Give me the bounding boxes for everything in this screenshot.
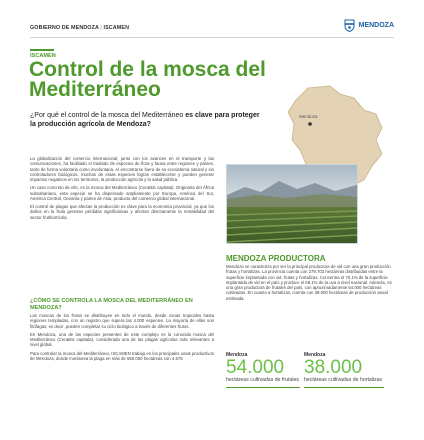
page-title: Control de la mosca del Mediterráneo <box>29 58 266 101</box>
logo-text: MENDOZA <box>358 22 394 29</box>
map-city-marker <box>308 122 312 126</box>
header-divider <box>30 37 394 38</box>
intro-text <box>30 156 214 223</box>
production-text: Mendoza se caracteriza por ser la principal productora de vid con una gran producción frutas y hortalizas. La provincia cuenta con 279.703 hectáreas distribuidas entre la superficie implantada con vid, frutas y hortalizas. Concentra el 70,1% de la superficie implantada de vid en el país y produce el 68,1% de la uva a nivel nacional. Además, es una gran productora de frutales del país, con aproximadamente 54.000 hectáreas cultivadas. En cuanto a hortalizas, cuenta con 38.000 hectáreas de producción anual estimada. <box>226 264 392 301</box>
control-paragraph: Las moscas de los frutos se distribuyen en todo el mundo, desde zonas tropicales hasta regiones templadas, con un registro que supera las 4.000 especies. La mayoría de ellas son fitófagas, es decir, pueden completar su ciclo biológico a través de diferentes frutos. <box>30 313 214 329</box>
control-text <box>30 313 214 364</box>
stat-description: hectáreas cultivadas de frutales <box>226 377 299 383</box>
vineyard-photo <box>226 164 358 244</box>
stat-label: Mendoza <box>304 352 326 358</box>
control-paragraph: Para controlar la mosca del Mediterráneo, ISCAMEN trabaja en los principales oasis productivos de Mendoza, donde monitorea la plaga en más de 550.000 hectáreas con 4.575 <box>30 350 214 361</box>
stat-description: hectáreas cultivadas de hortalizas <box>304 377 383 383</box>
map-label: Mendoza <box>299 114 318 119</box>
stat-value: 38.000 <box>304 357 363 378</box>
stat-label: Mendoza <box>226 352 248 358</box>
question-heading: ¿CÓMO SE CONTROLA LA MOSCA DEL MEDITERRÁNEO EN MENDOZA? <box>30 298 193 311</box>
header-org-name: GOBIERNO DE MENDOZA <box>30 25 99 31</box>
subtitle-normal: ¿Por qué el control de la mosca del Mediterráneo <box>30 112 186 119</box>
intro-paragraph: El control de plagas que afectan la producción es clave para la economía provincial, ya que los daños en la fruta generan pérdidas significativas y afectan directamente la rentabilidad del sector frutihortícola. <box>30 204 214 220</box>
mendoza-logo <box>344 19 394 32</box>
section-accent-bar <box>30 49 54 51</box>
section-tag: ISCAMEN <box>30 53 56 59</box>
intro-paragraph: Un caso concreto de ello, es la mosca del Mediterráneo (Ceratitis capitata). Originaria del África subsahariana, esta especie se ha dispersado ampliamente por Europa, América del Sur, América Central, Oceanía y partes de Asia, producto del comercio global internacional. <box>30 185 214 201</box>
subtitle-bold: es clave para proteger la producción agrícola de Mendoza? <box>30 112 260 128</box>
header-unit: ISCAMEN <box>103 25 130 31</box>
intro-paragraph: La globalización del comercio internacional, junto con los avances en el transporte y las comunicaciones, ha facilitado el traslado de especies de flora y fauna entre regiones y países, tanto de forma voluntaria como involuntaria. Al encontrarse fuera de su ecosistema natural y sin controladores biológicos, muchas de estas especies logran establecerse y pueden generar impactos negativos en los territorios, la producción agrícola y la salud pública. <box>30 156 214 182</box>
production-title: MENDOZA PRODUCTORA <box>226 254 326 263</box>
stat-value: 54.000 <box>226 357 285 378</box>
header-separator: | <box>100 25 104 31</box>
header-organization <box>30 25 129 31</box>
page-subtitle <box>30 111 260 129</box>
control-paragraph: En Mendoza, una de las especies presentes de este complejo es la conocida mosca del Mediterráneo (Ceratitis capitata), considerada una de las plagas agrícolas más relevantes a nivel global. <box>30 331 214 348</box>
stat-fruit <box>226 352 300 388</box>
stat-vegetables <box>304 352 394 388</box>
stat-divider <box>304 387 384 388</box>
shield-icon <box>344 19 355 32</box>
stat-divider <box>226 387 300 388</box>
